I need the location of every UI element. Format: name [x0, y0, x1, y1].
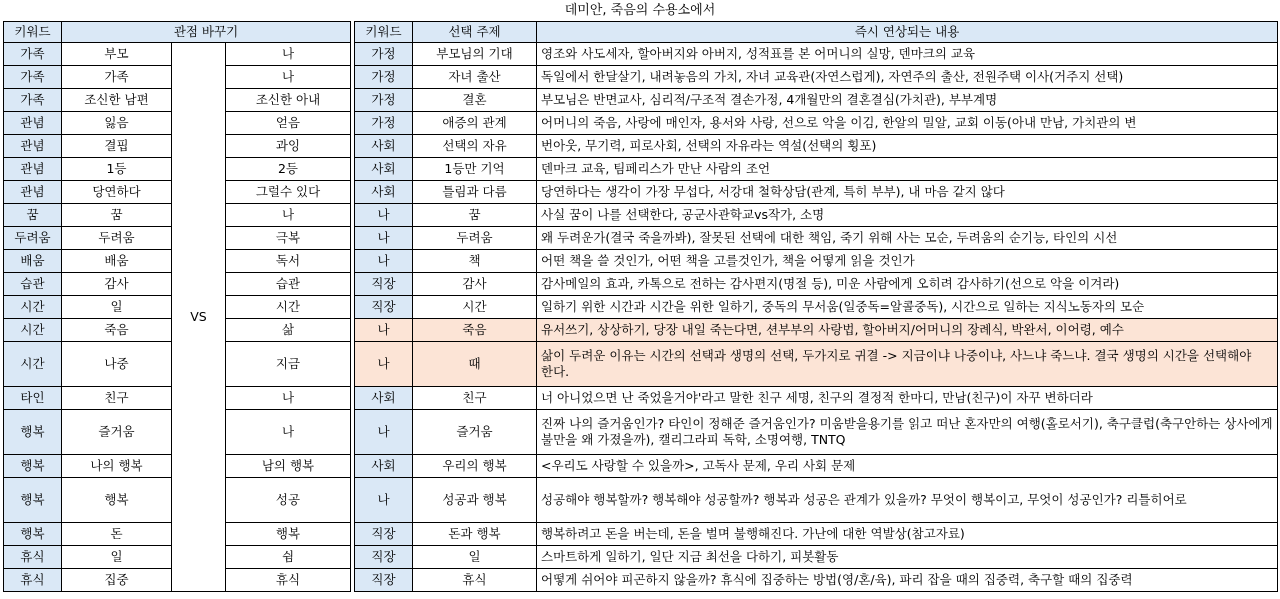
header-perspective: 관점 바꾸기 — [62, 22, 351, 43]
keyword-cell: 시간 — [4, 296, 62, 319]
keyword-cell: 시간 — [4, 319, 62, 342]
table-row — [355, 523, 1278, 546]
keyword-cell: 직장 — [355, 546, 413, 569]
keyword-cell: 관념 — [4, 112, 62, 135]
table-row — [355, 135, 1278, 158]
table-row — [355, 66, 1278, 89]
content-cell: <우리도 사랑할 수 있을까>, 고독사 문제, 우리 사회 문제 — [537, 455, 1278, 478]
table-row — [355, 158, 1278, 181]
keyword-cell: 가족 — [4, 43, 62, 66]
keyword-cell: 관념 — [4, 181, 62, 204]
keyword-cell: 행복 — [4, 410, 62, 455]
perspective-a-cell: 가족 — [62, 66, 172, 89]
perspective-b-cell: 나 — [226, 410, 351, 455]
perspective-b-cell: 행복 — [226, 523, 351, 546]
perspective-a-cell: 즐거움 — [62, 410, 172, 455]
keyword-cell: 나 — [355, 342, 413, 387]
content-cell: 어머니의 죽음, 사랑에 매인자, 용서와 사랑, 선으로 악을 이김, 한알의 밀알, 교회 이동(아내 만남, 가치관의 변 — [537, 112, 1278, 135]
content-cell: 너 아니었으면 난 죽었을거야'라고 말한 친구 세명, 친구의 결정적 한마디, 만남(친구)이 자꾸 변하더라 — [537, 387, 1278, 410]
content-cell: 덴마크 교육, 팀페리스가 만난 사람의 조언 — [537, 158, 1278, 181]
keyword-cell: 가족 — [4, 66, 62, 89]
perspective-a-cell: 친구 — [62, 387, 172, 410]
keyword-cell: 나 — [355, 204, 413, 227]
content-cell: 번아웃, 무기력, 피로사회, 선택의 자유라는 역설(선택의 횡포) — [537, 135, 1278, 158]
perspective-a-cell: 감사 — [62, 273, 172, 296]
topic-cell: 애증의 관계 — [413, 112, 537, 135]
table-row — [355, 410, 1278, 455]
perspective-b-cell: 과잉 — [226, 135, 351, 158]
content-cell: 독일에서 한달살기, 내려놓음의 가치, 자녀 교육관(자연스럽게), 자연주의 출산, 전원주택 이사(거주지 선택) — [537, 66, 1278, 89]
perspective-b-cell: 극복 — [226, 227, 351, 250]
table-row — [355, 546, 1278, 569]
perspective-b-cell: 삶 — [226, 319, 351, 342]
perspective-a-cell: 부모 — [62, 43, 172, 66]
perspective-a-cell: 나의 행복 — [62, 455, 172, 478]
content-cell: 행복하려고 돈을 버는데, 돈을 벌며 불행해진다. 가난에 대한 역발상(참고자료) — [537, 523, 1278, 546]
perspective-b-cell: 남의 행복 — [226, 455, 351, 478]
keyword-cell: 나 — [355, 410, 413, 455]
keyword-cell: 관념 — [4, 135, 62, 158]
keyword-cell: 시간 — [4, 342, 62, 387]
perspective-b-cell: 시간 — [226, 296, 351, 319]
content-cell: 일하기 위한 시간과 시간을 위한 일하기, 중독의 무서움(일중독=알콜중독), 시간으로 일하는 지식노동자의 모순 — [537, 296, 1278, 319]
topic-cell: 두려움 — [413, 227, 537, 250]
perspective-a-cell: 꿈 — [62, 204, 172, 227]
keyword-cell: 배움 — [4, 250, 62, 273]
keyword-cell: 행복 — [4, 455, 62, 478]
header-content: 즉시 연상되는 내용 — [537, 22, 1278, 43]
perspective-b-cell: 나 — [226, 66, 351, 89]
topic-cell: 결혼 — [413, 89, 537, 112]
perspective-a-cell: 배움 — [62, 250, 172, 273]
table-row — [355, 89, 1278, 112]
perspective-b-cell: 쉼 — [226, 546, 351, 569]
table-row — [355, 319, 1278, 342]
content-cell: 성공해야 행복할까? 행복해야 성공할까? 행복과 성공은 관계가 있을까? 무엇이 행복이고, 무엇이 성공인가? 리틀히어로 — [537, 478, 1278, 523]
perspective-a-cell: 죽음 — [62, 319, 172, 342]
keyword-cell: 나 — [355, 319, 413, 342]
topic-cell: 자녀 출산 — [413, 66, 537, 89]
keyword-cell: 가정 — [355, 112, 413, 135]
keyword-cell: 사회 — [355, 455, 413, 478]
topic-cell: 책 — [413, 250, 537, 273]
topic-cell: 휴식 — [413, 569, 537, 592]
perspective-b-cell: 독서 — [226, 250, 351, 273]
keyword-cell: 꿈 — [4, 204, 62, 227]
content-cell: 영조와 사도세자, 할아버지와 아버지, 성적표를 본 어머니의 실망, 덴마크의 교육 — [537, 43, 1278, 66]
perspective-a-cell: 조신한 남편 — [62, 89, 172, 112]
perspective-a-cell: 나중 — [62, 342, 172, 387]
topic-cell: 1등만 기억 — [413, 158, 537, 181]
keyword-cell: 행복 — [4, 478, 62, 523]
perspective-b-cell: 지금 — [226, 342, 351, 387]
perspective-b-cell: 나 — [226, 387, 351, 410]
topic-cell: 꿈 — [413, 204, 537, 227]
keyword-cell: 가정 — [355, 66, 413, 89]
perspective-b-cell: 나 — [226, 43, 351, 66]
keyword-cell: 사회 — [355, 181, 413, 204]
topic-cell: 때 — [413, 342, 537, 387]
right-header-row — [355, 22, 1278, 43]
perspective-b-cell: 휴식 — [226, 569, 351, 592]
left-header-row — [4, 22, 351, 43]
keyword-cell: 나 — [355, 250, 413, 273]
topic-table — [354, 21, 1278, 592]
table-row — [355, 227, 1278, 250]
content-cell: 유서쓰기, 상상하기, 당장 내일 죽는다면, 션부부의 사랑법, 할아버지/어머니의 장례식, 박완서, 이어령, 예수 — [537, 319, 1278, 342]
topic-cell: 일 — [413, 546, 537, 569]
keyword-cell: 사회 — [355, 135, 413, 158]
table-row — [355, 569, 1278, 592]
keyword-cell: 타인 — [4, 387, 62, 410]
perspective-b-cell: 얻음 — [226, 112, 351, 135]
perspective-a-cell: 잃음 — [62, 112, 172, 135]
topic-cell: 틀림과 다름 — [413, 181, 537, 204]
table-row — [355, 387, 1278, 410]
page-title: 데미안, 죽음의 수용소에서 — [564, 3, 716, 18]
content-cell: 부모님은 반면교사, 심리적/구조적 결손가정, 4개월만의 결혼결심(가치관), 부부계명 — [537, 89, 1278, 112]
content-cell: 사실 꿈이 나를 선택한다, 공군사관학교vs작가, 소명 — [537, 204, 1278, 227]
perspective-b-cell: 습관 — [226, 273, 351, 296]
keyword-cell: 사회 — [355, 387, 413, 410]
perspective-b-cell: 성공 — [226, 478, 351, 523]
perspective-a-cell: 당연하다 — [62, 181, 172, 204]
content-cell: 진짜 나의 즐거움인가? 타인이 정해준 즐거움인가? 미움받을용기를 읽고 떠난 혼자만의 여행(홀로서기), 축구클럽(축구안하는 상사에게 불만을 왜 가졌을까), 캘리그라피 독학, 소명여행, TNTQ — [537, 410, 1278, 455]
vs-label: VS — [172, 43, 226, 592]
table-row — [355, 250, 1278, 273]
header-keyword: 키워드 — [4, 22, 62, 43]
topic-cell: 친구 — [413, 387, 537, 410]
perspective-a-cell: 결핍 — [62, 135, 172, 158]
perspective-a-cell: 집중 — [62, 569, 172, 592]
content-cell: 어떤 책을 쓸 것인가, 어떤 책을 고를것인가, 책을 어떻게 읽을 것인가 — [537, 250, 1278, 273]
table-row — [355, 273, 1278, 296]
keyword-cell: 가족 — [4, 89, 62, 112]
topic-cell: 선택의 자유 — [413, 135, 537, 158]
perspective-a-cell: 1등 — [62, 158, 172, 181]
keyword-cell: 가정 — [355, 89, 413, 112]
table-row — [4, 43, 351, 66]
keyword-cell: 직장 — [355, 273, 413, 296]
keyword-cell: 행복 — [4, 523, 62, 546]
content-cell: 왜 두려운가(결국 죽을까봐), 잘못된 선택에 대한 책임, 죽기 위해 사는 모순, 두려움의 순기능, 타인의 시선 — [537, 227, 1278, 250]
perspective-a-cell: 일 — [62, 296, 172, 319]
table-row — [355, 296, 1278, 319]
table-row — [355, 478, 1278, 523]
topic-cell: 돈과 행복 — [413, 523, 537, 546]
perspective-b-cell: 그럴수 있다 — [226, 181, 351, 204]
content-cell: 삶이 두려운 이유는 시간의 선택과 생명의 선택, 두가지로 귀결 -> 지금이냐 나중이냐, 사느냐 죽느냐. 결국 생명의 시간을 선택해야 한다. — [537, 342, 1278, 387]
perspective-b-cell: 나 — [226, 204, 351, 227]
keyword-cell: 직장 — [355, 523, 413, 546]
perspective-table — [3, 21, 351, 592]
perspective-a-cell: 돈 — [62, 523, 172, 546]
perspective-a-cell: 일 — [62, 546, 172, 569]
keyword-cell: 직장 — [355, 296, 413, 319]
perspective-a-cell: 두려움 — [62, 227, 172, 250]
table-row — [355, 455, 1278, 478]
table-row — [355, 181, 1278, 204]
keyword-cell: 관념 — [4, 158, 62, 181]
perspective-b-cell: 2등 — [226, 158, 351, 181]
content-cell: 스마트하게 일하기, 일단 지금 최선을 다하기, 피봇활동 — [537, 546, 1278, 569]
table-row — [355, 112, 1278, 135]
topic-cell: 성공과 행복 — [413, 478, 537, 523]
topic-cell: 우리의 행복 — [413, 455, 537, 478]
content-cell: 어떻게 쉬어야 피곤하지 않을까? 휴식에 집중하는 방법(영/혼/육), 파리 잡을 때의 집중력, 축구할 때의 집중력 — [537, 569, 1278, 592]
keyword-cell: 습관 — [4, 273, 62, 296]
table-row — [355, 342, 1278, 387]
keyword-cell: 나 — [355, 478, 413, 523]
topic-cell: 즐거움 — [413, 410, 537, 455]
table-row — [355, 204, 1278, 227]
keyword-cell: 사회 — [355, 158, 413, 181]
keyword-cell: 직장 — [355, 569, 413, 592]
topic-cell: 부모님의 기대 — [413, 43, 537, 66]
perspective-b-cell: 조신한 아내 — [226, 89, 351, 112]
keyword-cell: 나 — [355, 227, 413, 250]
keyword-cell: 휴식 — [4, 546, 62, 569]
table-row — [355, 43, 1278, 66]
keyword-cell: 두려움 — [4, 227, 62, 250]
keyword-cell: 휴식 — [4, 569, 62, 592]
topic-cell: 감사 — [413, 273, 537, 296]
perspective-a-cell: 행복 — [62, 478, 172, 523]
header-topic: 선택 주제 — [413, 22, 537, 43]
topic-cell: 시간 — [413, 296, 537, 319]
header-keyword: 키워드 — [355, 22, 413, 43]
content-cell: 당연하다는 생각이 가장 무섭다, 서강대 철학상담(관계, 특히 부부), 내 마음 같지 않다 — [537, 181, 1278, 204]
keyword-cell: 가정 — [355, 43, 413, 66]
topic-cell: 죽음 — [413, 319, 537, 342]
content-cell: 감사메일의 효과, 카톡으로 전하는 감사편지(명절 등), 미운 사람에게 오히려 감사하기(선으로 악을 이겨라) — [537, 273, 1278, 296]
